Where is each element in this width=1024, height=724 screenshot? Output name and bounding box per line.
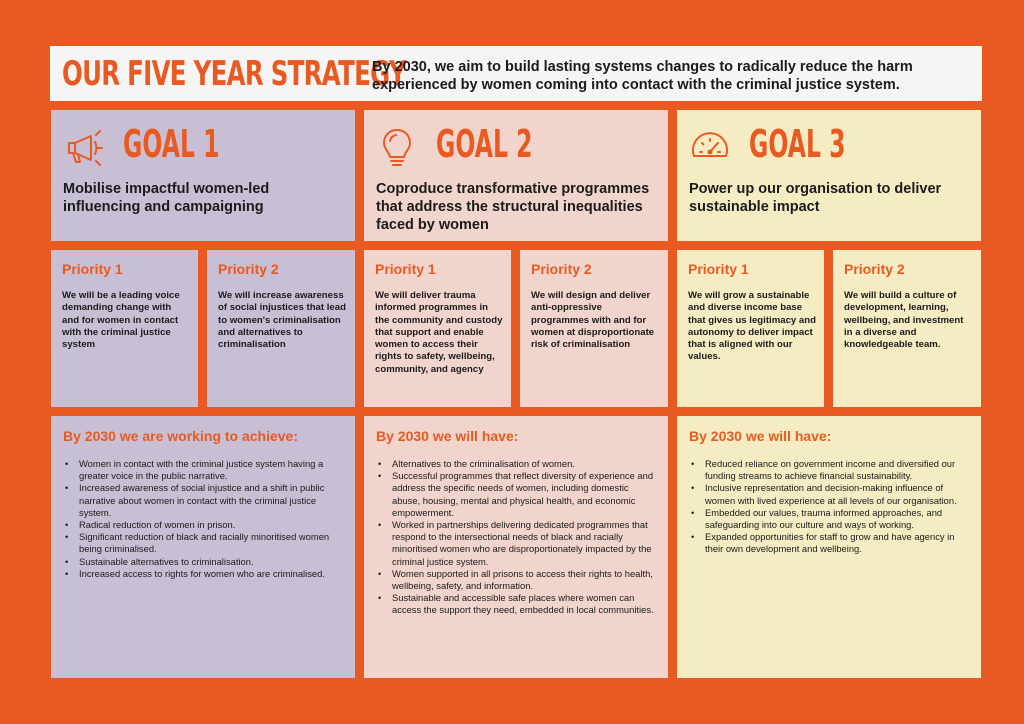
- list-item: • Sustainable and accessible safe places where women can access the support they need, embedded in local communities.: [378, 592, 656, 616]
- priority-text: We will build a culture of development, learning, wellbeing, and investment in a diverse and knowledgeable team.: [844, 290, 964, 351]
- goal-3-statement: Power up our organisation to deliver sustainable impact: [689, 181, 942, 215]
- goal-3-priority-1-card: [677, 250, 824, 407]
- list-item: • Successful programmes that reflect diversity of experience and address the specific needs of women, including domestic abuse, housing, mental and physical health, and economic empowerment.: [378, 470, 656, 519]
- megaphone-icon: [63, 126, 105, 168]
- list-item: • Radical reduction of women in prison.: [65, 519, 343, 531]
- priority-text: We will design and deliver anti-oppressive programmes with and for women at disproportionate risk of criminalisation: [531, 290, 655, 351]
- priority-title: Priority 2: [531, 261, 592, 277]
- goal-3-title: GOAL 3: [749, 122, 846, 166]
- strategy-statement: By 2030, we aim to build lasting systems changes to radically reduce the harm experienced by women coming into contact with the criminal justice system.: [372, 59, 913, 93]
- outcomes-title: By 2030 we will have:: [689, 428, 832, 444]
- list-item: • Women supported in all prisons to access their rights to health, wellbeing, safety, and information.: [378, 568, 656, 592]
- outcomes-title: By 2030 we will have:: [376, 428, 519, 444]
- lightbulb-icon: [376, 126, 418, 168]
- list-item: • Alternatives to the criminalisation of women.: [378, 458, 656, 470]
- goal-3-priority-2-card: [833, 250, 981, 407]
- list-item: • Worked in partnerships delivering dedicated programmes that respond to the intersectional needs of black and racially minoritised women who are disproportionately impacted by the criminal justice system.: [378, 519, 656, 568]
- outcomes-list: [65, 458, 343, 580]
- list-item: • Reduced reliance on government income and diversified our funding streams to achieve financial sustainability.: [691, 458, 969, 482]
- goal-3-outcomes-card: [677, 416, 981, 678]
- goal-1-card: [51, 110, 355, 241]
- outcomes-title: By 2030 we are working to achieve:: [63, 428, 298, 444]
- outcomes-list: [378, 458, 656, 617]
- goal-1-priority-2-card: [207, 250, 355, 407]
- strategy-header: [50, 46, 982, 101]
- goal-2-title: GOAL 2: [436, 122, 533, 166]
- outcomes-list: [691, 458, 969, 556]
- priority-title: Priority 1: [62, 261, 123, 277]
- goal-2-outcomes-card: [364, 416, 668, 678]
- goal-1-outcomes-card: [51, 416, 355, 678]
- goal-2-priority-2-card: [520, 250, 668, 407]
- list-item: • Increased awareness of social injustice and a shift in public narrative about women in contact with the criminal justice system.: [65, 482, 343, 519]
- list-item: • Increased access to rights for women who are criminalised.: [65, 568, 343, 580]
- list-item: • Inclusive representation and decision-making influence of women with lived experience at all levels of our organisation.: [691, 482, 969, 506]
- goal-1-title: GOAL 1: [123, 122, 220, 166]
- gauge-icon: [689, 126, 731, 168]
- goal-2-priority-1-card: [364, 250, 511, 407]
- list-item: • Sustainable alternatives to criminalisation.: [65, 556, 343, 568]
- goal-1-statement: Mobilise impactful women-led influencing and campaigning: [63, 181, 270, 215]
- priority-title: Priority 1: [688, 261, 749, 277]
- priority-text: We will increase awareness of social injustices that lead to women's criminalisation and alternatives to criminalisation: [218, 290, 346, 351]
- list-item: • Embedded our values, trauma informed approaches, and safeguarding into our culture and ways of working.: [691, 507, 969, 531]
- list-item: • Expanded opportunities for staff to grow and have agency in their own development and wellbeing.: [691, 531, 969, 555]
- list-item: • Women in contact with the criminal justice system having a greater voice in the public narrative.: [65, 458, 343, 482]
- priority-title: Priority 1: [375, 261, 436, 277]
- goal-1-priority-1-card: [51, 250, 198, 407]
- goal-2-statement: Coproduce transformative programmes that address the structural inequalities faced by women: [376, 181, 650, 233]
- priority-text: We will deliver trauma informed programmes in the community and custody that support and enable women to access their rights to safety, wellbeing, community, and agency: [375, 290, 503, 375]
- priority-text: We will be a leading voice demanding change with and for women in contact with the criminal justice system: [62, 290, 180, 351]
- goal-3-card: [677, 110, 981, 241]
- priority-text: We will grow a sustainable and diverse income base that gives us legitimacy and autonomy to deliver impact that is aligned with our values.: [688, 290, 816, 363]
- goal-2-card: [364, 110, 668, 241]
- priority-title: Priority 2: [844, 261, 905, 277]
- list-item: • Significant reduction of black and racially minoritised women being criminalised.: [65, 531, 343, 555]
- page-title: OUR FIVE YEAR STRATEGY: [62, 54, 406, 94]
- priority-title: Priority 2: [218, 261, 279, 277]
